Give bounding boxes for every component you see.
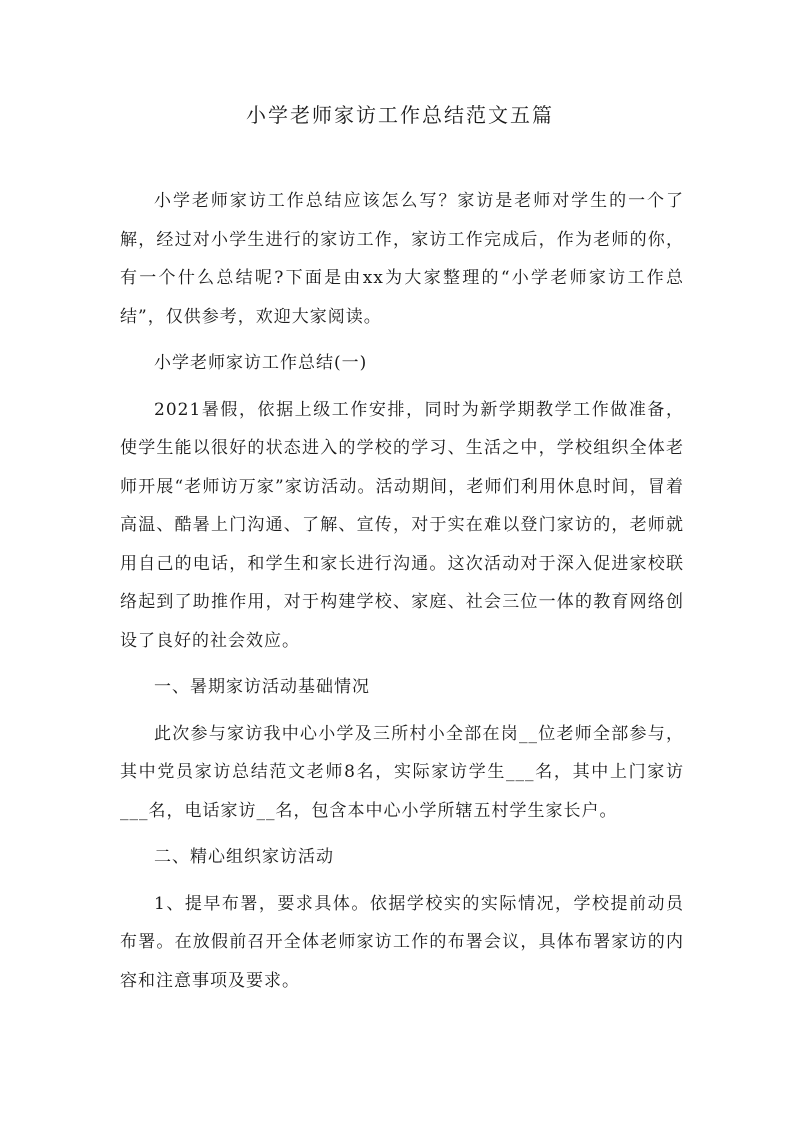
section-heading-summary-1: 小学老师家访工作总结(一) (154, 353, 368, 373)
document-body (120, 182, 684, 1008)
organize-paragraph: 1、提早布署，要求具体。依据学校实的实际情况，学校提前动员布署。在放假前召开全体老师家访工作的布署会议，具体布署家访的内容和注意事项及要求。 (120, 893, 684, 991)
summary-paragraph: 2021暑假，依据上级工作安排，同时为新学期教学工作做准备，使学生能以很好的状态进入的学校的学习、生活之中，学校组织全体老师开展“老师访万家”家访活动。活动期间，老师们利用休息时间，冒着高温、酷暑上门沟通、了解、宣传，对于实在难以登门家访的，老师就用自己的电话，和学生和家长进行沟通。这次活动对于深入促进家校联络起到了助推作用，对于构建学校、家庭、社会三位一体的教育网络创设了良好的社会效应。 (120, 399, 684, 651)
section-heading-basic-situation: 一、暑期家访活动基础情况 (154, 677, 370, 697)
basic-situation-paragraph: 此次参与家访我中心小学及三所村小全部在岗__位老师全部参与，其中党员家访总结范文老师8名，实际家访学生___名，其中上门家访___名，电话家访__名，包含本中心小学所辖五村学生家长户。 (120, 723, 684, 821)
intro-paragraph: 小学老师家访工作总结应该怎么写？家访是老师对学生的一个了解，经过对小学生进行的家访工作，家访工作完成后，作为老师的你，有一个什么总结呢?下面是由xx为大家整理的“小学老师家访工作总结”，仅供参考，欢迎大家阅读。 (120, 191, 684, 327)
section-heading-organize: 二、精心组织家访活动 (154, 847, 334, 867)
document-title: 小学老师家访工作总结范文五篇 (246, 103, 554, 127)
